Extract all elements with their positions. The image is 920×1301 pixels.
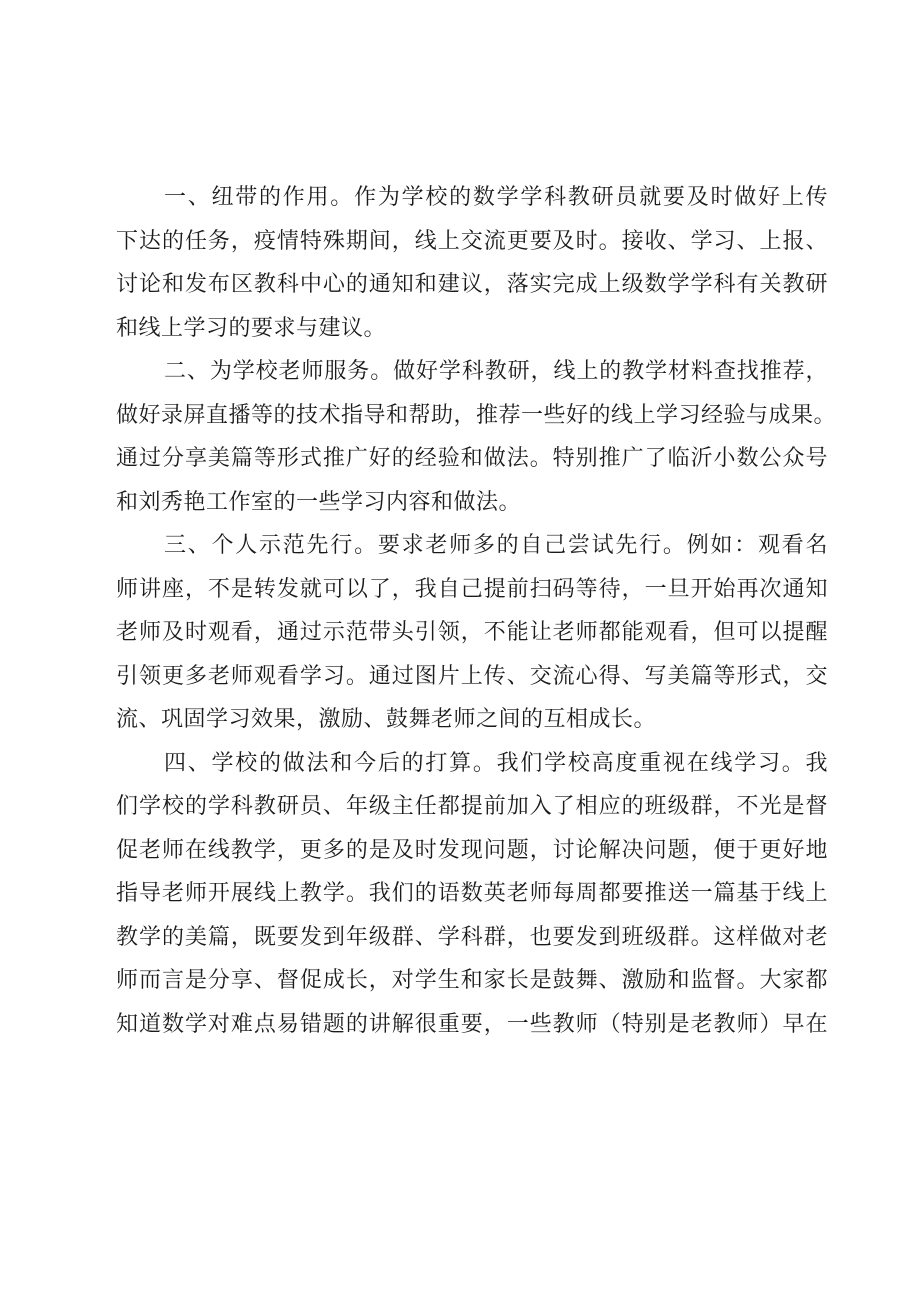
paragraph-line: 四、学校的做法和今后的打算。我们学校高度重视在线学习。我 xyxy=(164,750,828,776)
paragraph-line: 师而言是分享、督促成长，对学生和家长是鼓舞、激励和监督。大家都 xyxy=(116,968,828,993)
paragraph-1 xyxy=(116,176,828,350)
paragraph-line: 和刘秀艳工作室的一些学习内容和做法。 xyxy=(116,489,522,515)
paragraph-line: 做好录屏直播等的技术指导和帮助，推荐一些好的线上学习经验与成果。 xyxy=(116,402,837,428)
paragraph-2 xyxy=(116,350,837,524)
paragraph-line: 二、为学校老师服务。做好学科教研，线上的教学材料查找推荐， xyxy=(164,359,828,384)
paragraph-line: 教学的美篇，既要发到年级群、学科群，也要发到班级群。这样做对老 xyxy=(116,924,828,950)
paragraph-line: 促老师在线教学，更多的是及时发现问题，讨论解决问题，便于更好地 xyxy=(116,837,828,863)
paragraph-line: 通过分享美篇等形式推广好的经验和做法。特别推广了临沂小数公众号 xyxy=(116,446,828,471)
paragraph-line: 流、巩固学习效果，激励、鼓舞老师之间的互相成长。 xyxy=(116,707,657,732)
paragraph-line: 一、纽带的作用。作为学校的数学学科教研员就要及时做好上传 xyxy=(164,185,828,210)
paragraph-line: 引领更多老师观看学习。通过图片上传、交流心得、写美篇等形式，交 xyxy=(116,663,828,689)
paragraph-line: 指导老师开展线上教学。我们的语数英老师每周都要推送一篇基于线上 xyxy=(116,881,828,906)
paragraph-line: 们学校的学科教研员、年级主任都提前加入了相应的班级群，不光是督 xyxy=(116,794,828,819)
paragraph-line: 师讲座，不是转发就可以了，我自己提前扫码等待，一旦开始再次通知 xyxy=(116,576,828,602)
paragraph-line: 下达的任务，疫情特殊期间，线上交流更要及时。接收、学习、上报、 xyxy=(116,228,828,254)
paragraph-line: 三、个人示范先行。要求老师多的自己尝试先行。例如：观看名 xyxy=(164,533,828,558)
document-body xyxy=(116,176,837,1046)
paragraph-line: 老师及时观看，通过示范带头引领，不能让老师都能观看，但可以提醒 xyxy=(116,620,828,645)
paragraph-4 xyxy=(116,742,828,1047)
paragraph-3 xyxy=(116,524,828,742)
paragraph-line: 讨论和发布区教科中心的通知和建议，落实完成上级数学学科有关教研 xyxy=(116,272,828,297)
paragraph-line: 和线上学习的要求与建议。 xyxy=(116,315,387,341)
paragraph-line: 知道数学对难点易错题的讲解很重要，一些教师（特别是老教师）早在 xyxy=(116,1011,828,1037)
